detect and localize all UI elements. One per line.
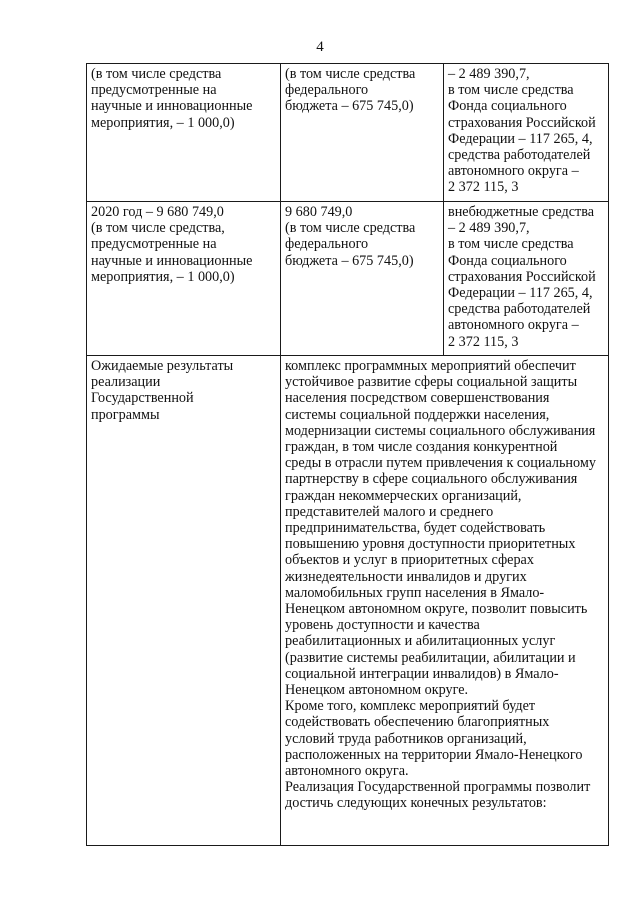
table-row xyxy=(87,202,609,356)
text-line: предусмотренные на xyxy=(91,82,217,99)
text-line: мероприятия, – 1 000,0) xyxy=(91,114,235,131)
text-line: Реализация Государственной программы позволит xyxy=(285,779,591,796)
text-line: реализации xyxy=(91,374,161,391)
text-line: научные и инновационные xyxy=(91,252,253,269)
text-line: бюджета – 675 745,0) xyxy=(285,252,414,269)
text-line: маломобильных групп населения в Ямало- xyxy=(285,584,545,601)
text-line: уровень доступности и качества xyxy=(285,617,480,634)
text-line: граждан, в том числе создания конкурентной xyxy=(285,439,558,456)
text-line: Ненецком автономном округе. xyxy=(285,682,469,699)
text-line: мероприятия, – 1 000,0) xyxy=(91,268,235,285)
text-line: представителей малого и среднего xyxy=(285,503,494,520)
extrabudgetary-cell xyxy=(444,64,609,202)
text-line: в том числе средства xyxy=(448,82,574,99)
text-line: автономного округа – xyxy=(448,163,579,180)
table-row xyxy=(87,64,609,202)
text-line: расположенных на территории Ямало-Ненецкого xyxy=(285,746,583,763)
federal-budget-cell xyxy=(281,64,444,202)
program-passport-table xyxy=(86,63,609,846)
text-line: социальной интеграции инвалидов) в Ямало- xyxy=(285,665,559,682)
text-line: федерального xyxy=(285,236,369,253)
text-line: Ненецком автономном округе, позволит повысить xyxy=(285,601,588,618)
text-line: федерального xyxy=(285,82,369,99)
text-line: Ожидаемые результаты xyxy=(91,358,234,374)
text-line: 2020 год – 9 680 749,0 xyxy=(91,204,224,220)
page-number: 4 xyxy=(316,39,324,55)
text-line: Фонда социального xyxy=(448,98,567,115)
text-line: среды в отрасли путем привлечения к социальному xyxy=(285,455,596,472)
text-line: Фонда социального xyxy=(448,252,567,269)
text-line: автономного округа. xyxy=(285,763,409,780)
text-line: Государственной xyxy=(91,390,194,407)
text-line: комплекс программных мероприятий обеспечит xyxy=(285,358,576,374)
text-line: 2 372 115, 3 xyxy=(448,179,519,196)
text-line: Федерации – 117 265, 4, xyxy=(448,130,593,147)
text-line: достичь следующих конечных результатов: xyxy=(285,795,547,812)
text-line: предпринимательства, будет содействовать xyxy=(285,520,546,537)
text-line: средства работодателей xyxy=(448,147,591,164)
text-line: (в том числе средства xyxy=(285,66,416,82)
text-line: внебюджетные средства xyxy=(448,204,595,220)
text-line: в том числе средства xyxy=(448,236,574,253)
text-line: программы xyxy=(91,406,160,423)
text-line: устойчивое развитие сферы социальной защиты xyxy=(285,374,578,391)
expected-results-text-cell xyxy=(281,356,609,846)
text-line: – 2 489 390,7, xyxy=(448,66,530,82)
text-line: бюджета – 675 745,0) xyxy=(285,98,414,115)
text-line: населения посредством совершенствования xyxy=(285,390,550,407)
text-line: объектов и услуг в приоритетных сферах xyxy=(285,552,534,569)
text-line: научные и инновационные xyxy=(91,98,253,115)
text-line: повышению уровня доступности приоритетных xyxy=(285,536,576,553)
text-line: партнерству в сфере социального обслуживания xyxy=(285,471,578,488)
text-line: (в том числе средства, xyxy=(91,220,225,237)
text-line: условий труда работников организаций, xyxy=(285,730,527,747)
text-line: жизнедеятельности инвалидов и других xyxy=(285,568,527,585)
text-line: граждан некоммерческих организаций, xyxy=(285,487,522,504)
text-line: предусмотренные на xyxy=(91,236,217,253)
text-line: содействовать обеспечению благоприятных xyxy=(285,714,550,731)
text-line: Кроме того, комплекс мероприятий будет xyxy=(285,698,536,715)
text-line: страхования Российской xyxy=(448,268,596,285)
text-line: системы социальной поддержки населения, xyxy=(285,406,550,423)
text-line: реабилитационных и абилитационных услуг xyxy=(285,633,556,650)
text-line: страхования Российской xyxy=(448,114,596,131)
text-line: 9 680 749,0 xyxy=(285,204,353,220)
extrabudgetary-cell xyxy=(444,202,609,356)
text-line: автономного округа – xyxy=(448,317,579,334)
text-line: средства работодателей xyxy=(448,301,591,318)
text-line: – 2 489 390,7, xyxy=(448,220,530,237)
text-line: (в том числе средства xyxy=(91,66,222,82)
text-line: 2 372 115, 3 xyxy=(448,333,519,350)
table-row xyxy=(87,356,609,846)
text-line: Федерации – 117 265, 4, xyxy=(448,285,593,302)
funding-total-cell xyxy=(87,202,281,356)
text-line: модернизации системы социального обслуживания xyxy=(285,422,596,439)
federal-budget-cell xyxy=(281,202,444,356)
text-line: (в том числе средства xyxy=(285,220,416,237)
funding-total-cell xyxy=(87,64,281,202)
expected-results-label-cell xyxy=(87,356,281,846)
text-line: (развитие системы реабилитации, абилитации и xyxy=(285,649,576,666)
